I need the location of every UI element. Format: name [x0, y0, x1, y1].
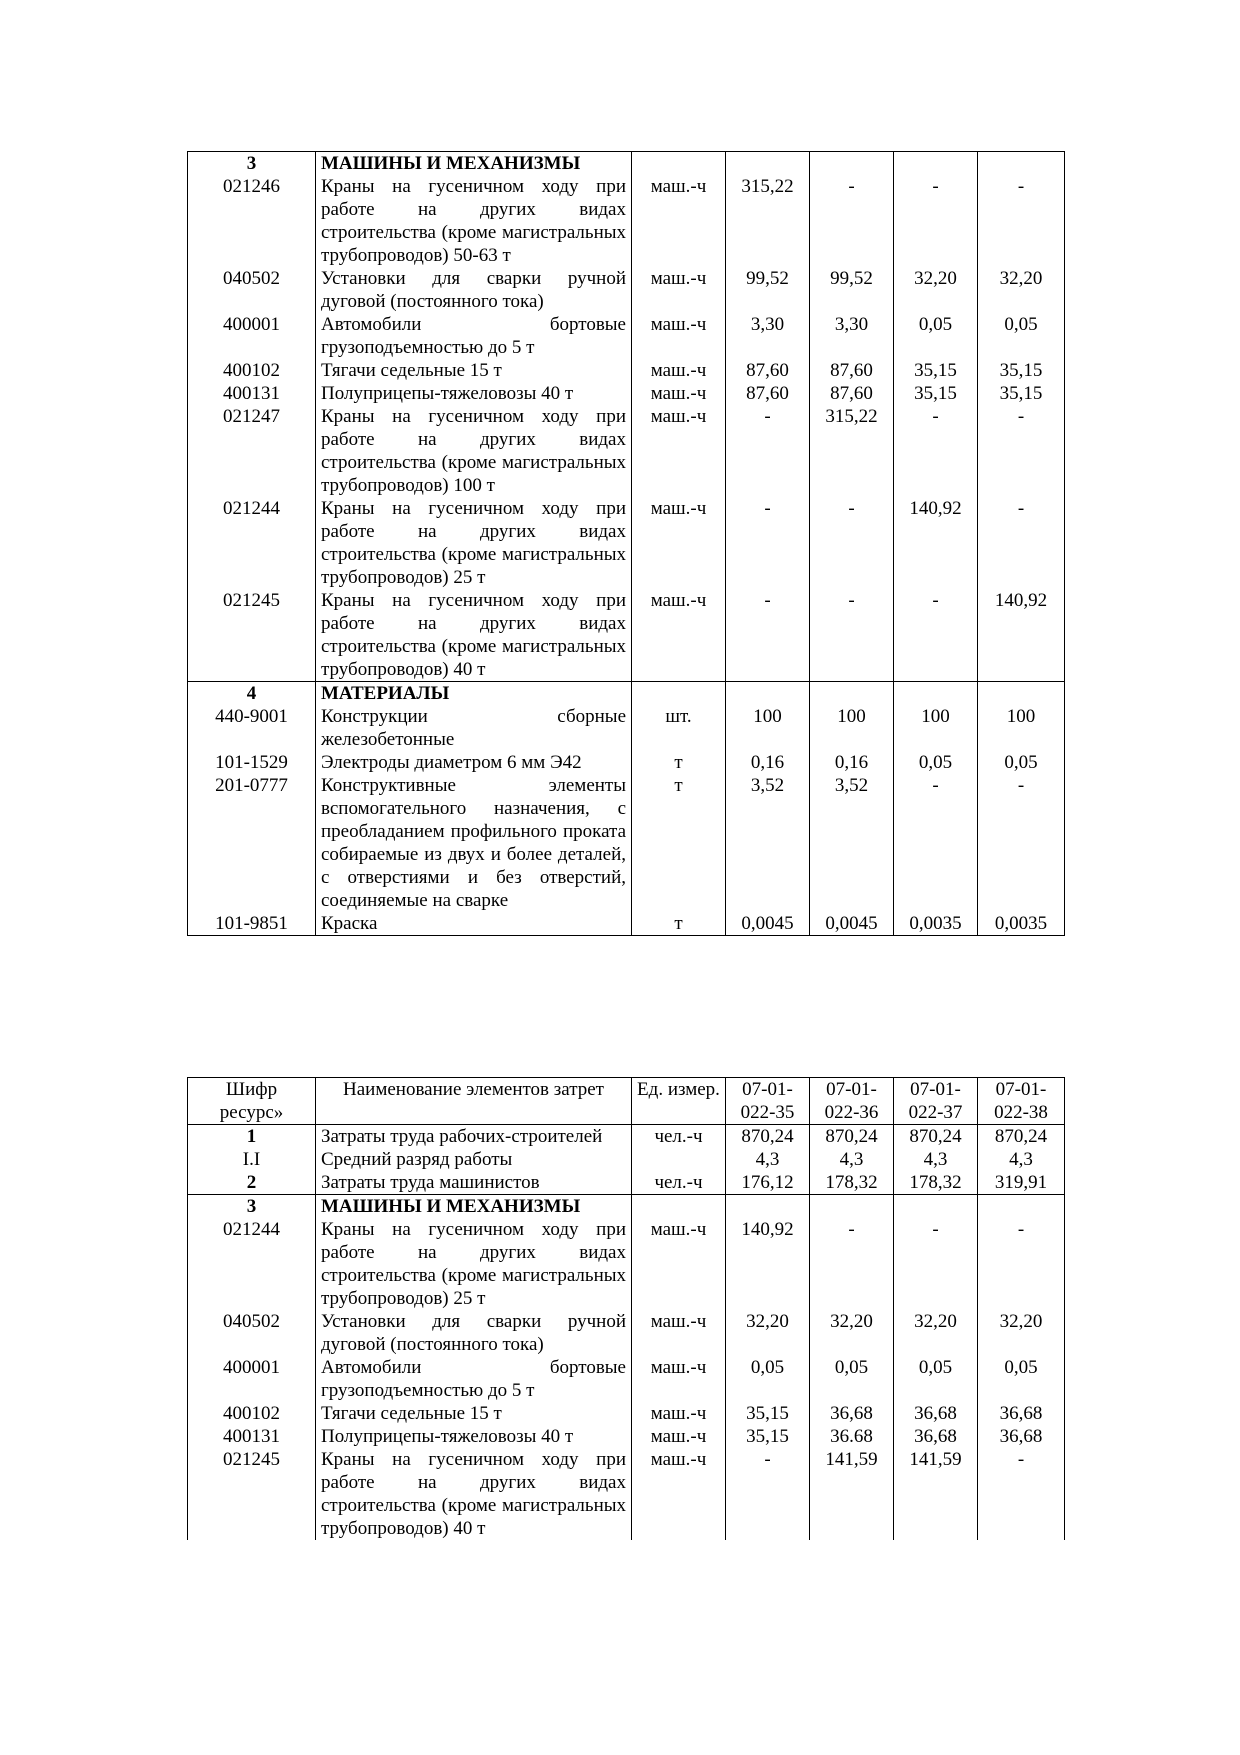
row-value-4: 32,20: [978, 267, 1065, 313]
row-value-4: 319,91: [978, 1171, 1065, 1195]
row-value-4: 140,92: [978, 589, 1065, 682]
table-row: [188, 152, 1065, 176]
row-name: МАТЕРИАЛЫ: [316, 682, 632, 706]
row-value-2: [810, 682, 894, 706]
row-value-4: -: [978, 1218, 1065, 1310]
row-name: Электроды диаметром 6 мм Э42: [316, 751, 632, 774]
row-value-1: 176,12: [726, 1171, 810, 1195]
row-code: 4: [188, 682, 316, 706]
row-code: 400102: [188, 1402, 316, 1425]
row-value-1: 0,0045: [726, 912, 810, 936]
row-name: Установки для сварки ручной дуговой (постоянного тока): [316, 1310, 632, 1356]
row-value-1: 3,30: [726, 313, 810, 359]
row-value-2: [810, 152, 894, 176]
header-col-3: 07-01-022-37: [894, 1078, 978, 1125]
row-unit: маш.-ч: [632, 382, 726, 405]
row-value-3: -: [894, 175, 978, 267]
row-name: Конструктивные элементы вспомогательного назначения, с преобладанием профильного проката собираемые из двух и более деталей, с отверстиями и без отверстий, соединяемые на сварке: [316, 774, 632, 912]
row-value-1: 140,92: [726, 1218, 810, 1310]
row-unit: маш.-ч: [632, 1425, 726, 1448]
row-value-2: -: [810, 1218, 894, 1310]
row-value-2: 141,59: [810, 1448, 894, 1540]
row-unit: маш.-ч: [632, 175, 726, 267]
row-value-1: 100: [726, 705, 810, 751]
row-value-3: [894, 682, 978, 706]
row-value-1: -: [726, 497, 810, 589]
row-value-3: 35,15: [894, 382, 978, 405]
table-row: [188, 774, 1065, 912]
row-value-2: 178,32: [810, 1171, 894, 1195]
row-value-4: [978, 152, 1065, 176]
row-value-1: 87,60: [726, 359, 810, 382]
row-name: Краны на гусеничном ходу при работе на других видах строительства (кроме магистральных трубопроводов) 100 т: [316, 405, 632, 497]
row-name: МАШИНЫ И МЕХАНИЗМЫ: [316, 1195, 632, 1219]
row-value-1: [726, 152, 810, 176]
row-value-1: 87,60: [726, 382, 810, 405]
table-row: [188, 1171, 1065, 1195]
row-name: Краны на гусеничном ходу при работе на других видах строительства (кроме магистральных трубопроводов) 50-63 т: [316, 175, 632, 267]
row-value-2: 0,05: [810, 1356, 894, 1402]
row-value-4: -: [978, 405, 1065, 497]
row-value-4: 0,0035: [978, 912, 1065, 936]
row-value-1: 4,3: [726, 1148, 810, 1171]
table-row: [188, 382, 1065, 405]
table-row: [188, 1356, 1065, 1402]
row-unit: маш.-ч: [632, 405, 726, 497]
row-unit: маш.-ч: [632, 1310, 726, 1356]
row-value-4: 36,68: [978, 1425, 1065, 1448]
row-name: Краны на гусеничном ходу при работе на других видах строительства (кроме магистральных трубопроводов) 40 т: [316, 589, 632, 682]
header-code: Шифр ресурс»: [188, 1078, 316, 1125]
row-code: 400131: [188, 1425, 316, 1448]
row-value-3: 0,05: [894, 751, 978, 774]
row-value-4: 0,05: [978, 313, 1065, 359]
row-name: Средний разряд работы: [316, 1148, 632, 1171]
row-value-4: 35,15: [978, 359, 1065, 382]
row-code: 3: [188, 1195, 316, 1219]
row-code: 101-1529: [188, 751, 316, 774]
row-value-3: 35,15: [894, 359, 978, 382]
row-unit: т: [632, 774, 726, 912]
row-value-1: 870,24: [726, 1125, 810, 1149]
resource-table-2: [187, 1077, 1065, 1540]
row-unit: т: [632, 912, 726, 936]
row-name: Тягачи седельные 15 т: [316, 359, 632, 382]
table-row: [188, 1310, 1065, 1356]
row-value-3: 32,20: [894, 1310, 978, 1356]
row-unit: маш.-ч: [632, 1356, 726, 1402]
row-value-4: -: [978, 774, 1065, 912]
row-code: 040502: [188, 267, 316, 313]
row-value-3: 36,68: [894, 1425, 978, 1448]
row-value-1: 0,05: [726, 1356, 810, 1402]
table-row: [188, 682, 1065, 706]
row-value-4: 36,68: [978, 1402, 1065, 1425]
row-name: Автомобили бортовые грузоподъемностью до 5 т: [316, 313, 632, 359]
table-row: [188, 1218, 1065, 1310]
row-code: 021244: [188, 1218, 316, 1310]
row-value-3: 0,05: [894, 1356, 978, 1402]
row-value-4: 0,05: [978, 1356, 1065, 1402]
row-name: Краны на гусеничном ходу при работе на других видах строительства (кроме магистральных трубопроводов) 40 т: [316, 1448, 632, 1540]
row-value-1: [726, 682, 810, 706]
row-code: 101-9851: [188, 912, 316, 936]
row-value-3: -: [894, 774, 978, 912]
table-row: [188, 589, 1065, 682]
row-code: 400102: [188, 359, 316, 382]
row-value-2: 4,3: [810, 1148, 894, 1171]
row-value-3: 140,92: [894, 497, 978, 589]
header-col-4: 07-01-022-38: [978, 1078, 1065, 1125]
row-code: 400001: [188, 1356, 316, 1402]
row-name: Краска: [316, 912, 632, 936]
row-value-2: -: [810, 589, 894, 682]
row-code: 201-0777: [188, 774, 316, 912]
row-value-4: 35,15: [978, 382, 1065, 405]
row-code: 400001: [188, 313, 316, 359]
row-value-4: -: [978, 497, 1065, 589]
row-name: Затраты труда рабочих-строителей: [316, 1125, 632, 1149]
row-value-1: -: [726, 405, 810, 497]
row-name: Автомобили бортовые грузоподъемностью до 5 т: [316, 1356, 632, 1402]
table-row: [188, 705, 1065, 751]
row-name: Полуприцепы-тяжеловозы 40 т: [316, 1425, 632, 1448]
table-row: [188, 405, 1065, 497]
row-value-1: 315,22: [726, 175, 810, 267]
row-code: 021245: [188, 589, 316, 682]
table-2-header-row: [188, 1078, 1065, 1125]
row-unit: шт.: [632, 705, 726, 751]
row-value-3: 100: [894, 705, 978, 751]
row-value-3: -: [894, 589, 978, 682]
row-value-3: [894, 152, 978, 176]
row-name: Затраты труда машинистов: [316, 1171, 632, 1195]
row-code: 021247: [188, 405, 316, 497]
row-unit: маш.-ч: [632, 1402, 726, 1425]
table-row: [188, 1448, 1065, 1540]
row-unit: [632, 1195, 726, 1219]
row-value-2: 100: [810, 705, 894, 751]
row-value-3: 0,0035: [894, 912, 978, 936]
row-name: Полуприцепы-тяжеловозы 40 т: [316, 382, 632, 405]
row-code: 1: [188, 1125, 316, 1149]
row-code: 021246: [188, 175, 316, 267]
row-value-4: -: [978, 1448, 1065, 1540]
row-code: 2: [188, 1171, 316, 1195]
table-2-body: [188, 1125, 1065, 1541]
table-row: [188, 1195, 1065, 1219]
row-value-2: 36.68: [810, 1425, 894, 1448]
row-unit: маш.-ч: [632, 313, 726, 359]
row-value-2: 870,24: [810, 1125, 894, 1149]
row-value-3: 32,20: [894, 267, 978, 313]
row-value-3: 141,59: [894, 1448, 978, 1540]
row-value-2: 0,0045: [810, 912, 894, 936]
row-code: 3: [188, 152, 316, 176]
row-value-2: 99,52: [810, 267, 894, 313]
table-row: [188, 497, 1065, 589]
row-value-4: [978, 1195, 1065, 1219]
row-value-1: -: [726, 1448, 810, 1540]
row-value-4: 32,20: [978, 1310, 1065, 1356]
table-1-body: [188, 152, 1065, 936]
row-value-3: -: [894, 405, 978, 497]
row-unit: маш.-ч: [632, 497, 726, 589]
row-value-2: 3,52: [810, 774, 894, 912]
table-row: [188, 175, 1065, 267]
row-name: Краны на гусеничном ходу при работе на других видах строительства (кроме магистральных трубопроводов) 25 т: [316, 1218, 632, 1310]
row-value-1: 32,20: [726, 1310, 810, 1356]
row-value-4: 870,24: [978, 1125, 1065, 1149]
row-value-2: 87,60: [810, 382, 894, 405]
row-value-1: -: [726, 589, 810, 682]
table-row: [188, 751, 1065, 774]
row-value-3: 4,3: [894, 1148, 978, 1171]
row-value-1: 35,15: [726, 1402, 810, 1425]
row-value-2: 315,22: [810, 405, 894, 497]
row-code: 040502: [188, 1310, 316, 1356]
row-value-3: 178,32: [894, 1171, 978, 1195]
row-name: Тягачи седельные 15 т: [316, 1402, 632, 1425]
row-value-2: 36,68: [810, 1402, 894, 1425]
row-value-1: 3,52: [726, 774, 810, 912]
table-row: [188, 1425, 1065, 1448]
row-value-4: 0,05: [978, 751, 1065, 774]
row-value-3: 0,05: [894, 313, 978, 359]
row-value-2: -: [810, 497, 894, 589]
row-unit: [632, 152, 726, 176]
row-unit: маш.-ч: [632, 1448, 726, 1540]
header-name: Наименование элементов затрет: [316, 1078, 632, 1125]
row-value-1: [726, 1195, 810, 1219]
row-value-1: 35,15: [726, 1425, 810, 1448]
row-unit: чел.-ч: [632, 1125, 726, 1149]
header-col-1: 07-01-022-35: [726, 1078, 810, 1125]
row-value-2: 87,60: [810, 359, 894, 382]
row-code: 021244: [188, 497, 316, 589]
row-value-3: [894, 1195, 978, 1219]
row-unit: чел.-ч: [632, 1171, 726, 1195]
row-name: МАШИНЫ И МЕХАНИЗМЫ: [316, 152, 632, 176]
row-unit: маш.-ч: [632, 589, 726, 682]
table-row: [188, 912, 1065, 936]
table-row: [188, 1402, 1065, 1425]
row-value-2: 32,20: [810, 1310, 894, 1356]
row-code: 021245: [188, 1448, 316, 1540]
row-name: Краны на гусеничном ходу при работе на других видах строительства (кроме магистральных трубопроводов) 25 т: [316, 497, 632, 589]
row-value-3: 36,68: [894, 1402, 978, 1425]
row-unit: маш.-ч: [632, 1218, 726, 1310]
header-unit: Ед. измер.: [632, 1078, 726, 1125]
row-unit: маш.-ч: [632, 359, 726, 382]
row-name: Установки для сварки ручной дуговой (постоянного тока): [316, 267, 632, 313]
resource-table-1: [187, 151, 1065, 936]
table-row: [188, 359, 1065, 382]
row-code: 400131: [188, 382, 316, 405]
row-unit: маш.-ч: [632, 267, 726, 313]
row-unit: т: [632, 751, 726, 774]
row-value-1: 99,52: [726, 267, 810, 313]
row-unit: [632, 682, 726, 706]
row-value-3: 870,24: [894, 1125, 978, 1149]
row-value-2: [810, 1195, 894, 1219]
row-value-3: -: [894, 1218, 978, 1310]
row-value-4: [978, 682, 1065, 706]
row-value-4: -: [978, 175, 1065, 267]
row-value-1: 0,16: [726, 751, 810, 774]
row-value-2: 0,16: [810, 751, 894, 774]
row-unit: [632, 1148, 726, 1171]
row-code: 440-9001: [188, 705, 316, 751]
row-value-4: 4,3: [978, 1148, 1065, 1171]
row-value-4: 100: [978, 705, 1065, 751]
row-code: I.I: [188, 1148, 316, 1171]
header-col-2: 07-01-022-36: [810, 1078, 894, 1125]
table-row: [188, 1148, 1065, 1171]
row-name: Конструкции сборные железобетонные: [316, 705, 632, 751]
table-row: [188, 267, 1065, 313]
table-row: [188, 1125, 1065, 1149]
row-value-2: -: [810, 175, 894, 267]
table-row: [188, 313, 1065, 359]
row-value-2: 3,30: [810, 313, 894, 359]
